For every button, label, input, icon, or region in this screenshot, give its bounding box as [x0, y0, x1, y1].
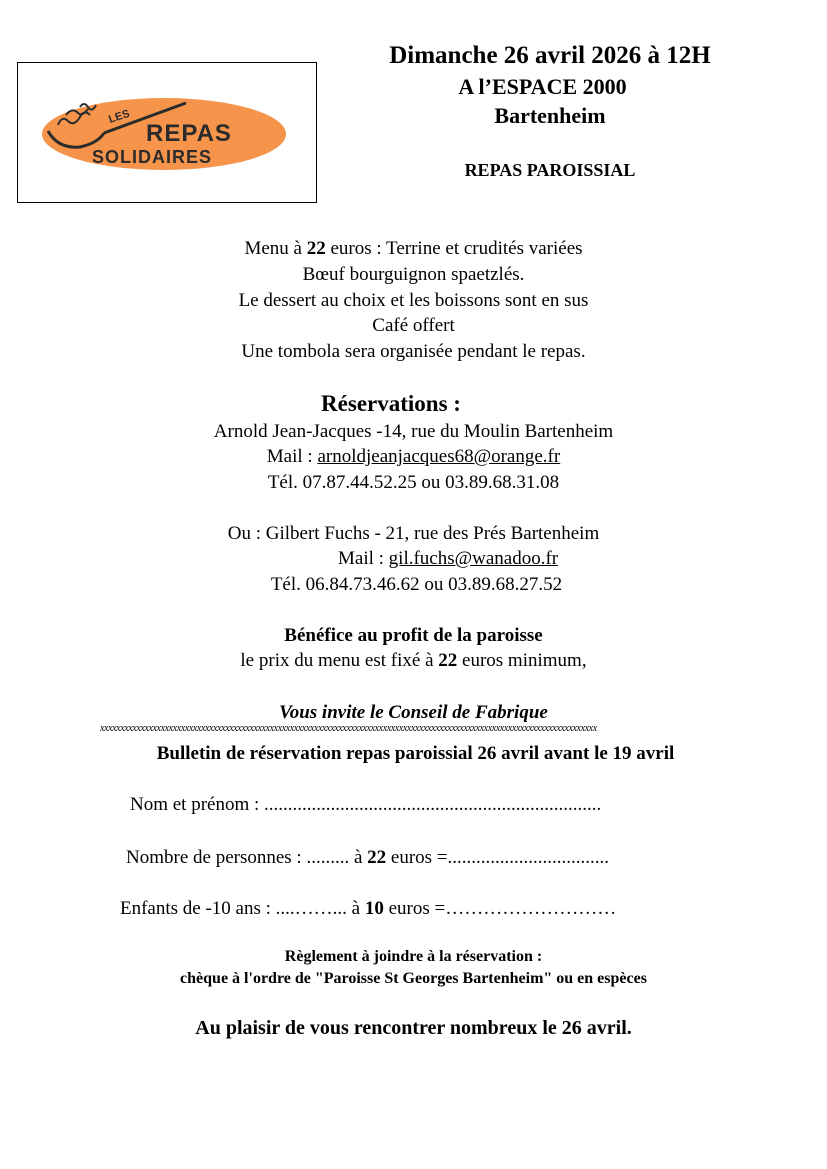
payment-title: Règlement à joindre à la réservation :	[284, 948, 543, 965]
contact2-phone: Tél. 06.84.73.46.62 ou 03.89.68.27.52	[270, 574, 563, 595]
menu-line-2: Bœuf bourguignon spaetzlés.	[302, 264, 525, 285]
benefit-line: le prix du menu est fixé à 22 euros minimum,	[240, 650, 587, 671]
contact1-mail-link[interactable]: arnoldjeanjacques68@orange.fr	[317, 446, 561, 467]
persons-field-line[interactable]: Nombre de personnes : ......... à 22 euros =..................................	[126, 847, 610, 868]
logo-text-les: LES	[107, 107, 132, 126]
reservations-title: Réservations :	[321, 391, 461, 416]
menu-line-4: Café offert	[372, 315, 455, 336]
kids-field-line[interactable]: Enfants de -10 ans : ....……... à 10 euros =………………………	[120, 898, 617, 919]
contact2-address: Ou : Gilbert Fuchs - 21, rue des Prés Bartenheim	[227, 523, 600, 544]
separator-line: xxxxxxxxxxxxxxxxxxxxxxxxxxxxxxxxxxxxxxxxxxxxxxxxxxxxxxxxxxxxxxxxxxxxxxxxxxxxxxxxxxxxxxxxxxxxxxxxxxxxxxxxxxxxxxxxxxxxxxxxxxx	[100, 723, 597, 734]
invite-line: Vous invite le Conseil de Fabrique	[279, 702, 548, 723]
payment-detail: chèque à l'ordre de "Paroisse St Georges Bartenheim" ou en espèces	[180, 970, 647, 987]
logo-text-solidaires: SOLIDAIRES	[92, 147, 213, 167]
contact1-phone: Tél. 07.87.44.52.25 ou 03.89.68.31.08	[267, 472, 560, 493]
logo-box	[17, 62, 317, 203]
contact1-mail-line: Mail : arnoldjeanjacques68@orange.fr	[266, 446, 561, 467]
event-town: Bartenheim	[494, 103, 606, 128]
menu-line-3: Le dessert au choix et les boissons sont en sus	[238, 290, 589, 311]
contact1-address: Arnold Jean-Jacques -14, rue du Moulin Bartenheim	[213, 421, 614, 442]
name-field-line[interactable]: Nom et prénom : .......................................................................	[130, 794, 602, 815]
benefit-title: Bénéfice au profit de la paroisse	[284, 625, 543, 646]
menu-price: 22	[306, 238, 326, 259]
event-venue: A l’ESPACE 2000	[458, 74, 627, 99]
menu-line-1: Menu à 22 euros : Terrine et crudités variées	[244, 238, 583, 259]
les-repas-solidaires-logo	[18, 63, 318, 204]
event-title: REPAS PAROISSIAL	[464, 160, 636, 180]
bulletin-title: Bulletin de réservation repas paroissial 26 avril avant le 19 avril	[156, 743, 675, 764]
contact2-mail-line: Mail : gil.fuchs@wanadoo.fr	[338, 548, 559, 569]
menu-line-5: Une tombola sera organisée pendant le repas.	[241, 341, 586, 362]
contact2-mail-link[interactable]: gil.fuchs@wanadoo.fr	[388, 548, 559, 569]
logo-text-repas: REPAS	[146, 120, 232, 147]
closing-line: Au plaisir de vous rencontrer nombreux le 26 avril.	[195, 1017, 632, 1039]
event-date: Dimanche 26 avril 2026 à 12H	[389, 42, 711, 69]
